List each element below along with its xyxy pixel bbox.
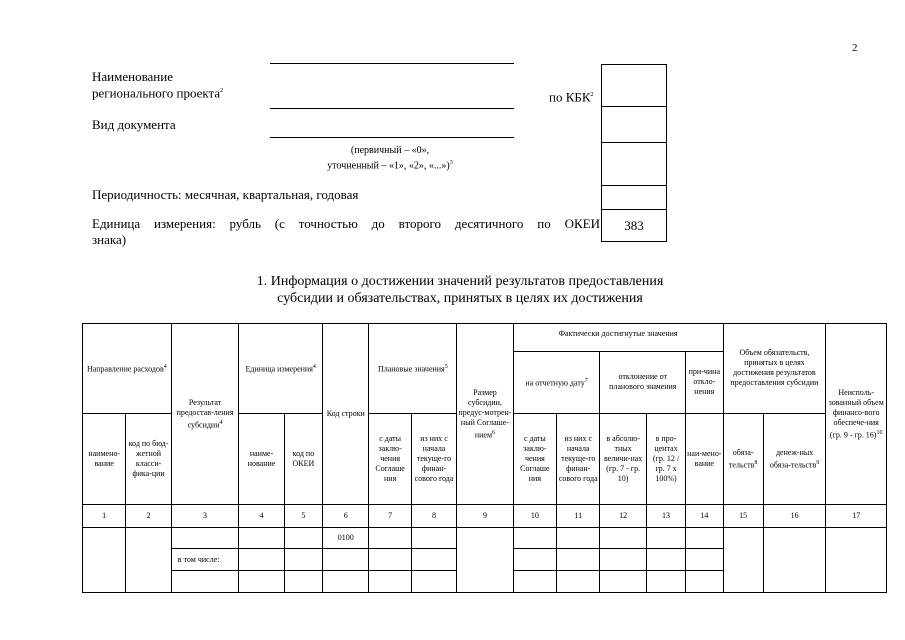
subheader-obligations [723, 413, 763, 504]
cell-okei[interactable] [284, 527, 322, 549]
cell[interactable] [323, 571, 369, 593]
col-number: 12 [600, 505, 646, 528]
cell-unused[interactable] [826, 527, 887, 592]
doc-type-note [290, 144, 490, 172]
cell[interactable] [646, 527, 685, 549]
col-number: 5 [284, 505, 322, 528]
cell[interactable] [513, 527, 556, 549]
col-number: 4 [239, 505, 284, 528]
cell[interactable] [323, 549, 369, 571]
cell-money-obligations[interactable] [763, 527, 826, 592]
col-number: 10 [513, 505, 556, 528]
cell[interactable] [557, 527, 600, 549]
cell-obligations[interactable] [723, 527, 763, 592]
header-result-text: Результат предостав-ления субсидии [176, 397, 234, 430]
col-number: 9 [457, 505, 513, 528]
header-direction-sup: 4 [163, 364, 167, 371]
cell-budget-code[interactable] [126, 527, 171, 592]
section-title-line1: 1. Информация о достижении значений результатов предоставления [256, 274, 664, 289]
header-unit-text: Единица измерения [245, 364, 313, 374]
subheader-money-text: денеж-ных обяза-тельств [769, 447, 817, 470]
col-number: 6 [323, 505, 369, 528]
cell[interactable] [369, 549, 411, 571]
doc-type-note-line2: уточненный – «1», «2», «...») [327, 160, 450, 172]
kbk-label-text: по КБК [549, 89, 591, 105]
col-number: 15 [723, 505, 763, 528]
cell[interactable] [239, 571, 284, 593]
project-label-sup: 2 [220, 88, 224, 94]
cell[interactable] [686, 549, 723, 571]
section-title-line2: субсидии и обязательствах, принятых в целях их достижения [277, 291, 643, 306]
cell[interactable] [369, 571, 411, 593]
header-result-sup: 4 [219, 419, 223, 426]
page-number: 2 [852, 42, 858, 54]
cell[interactable] [686, 571, 723, 593]
header-reason: при-чина откло-нения [686, 351, 723, 413]
project-label [92, 69, 223, 100]
kbk-sup: 2 [590, 92, 594, 98]
cell-subsidy-size[interactable] [457, 527, 513, 592]
header-subsidy-size-sup: 6 [492, 429, 496, 436]
cell[interactable] [557, 549, 600, 571]
subheader-reason-name: наи-мено-вание [686, 413, 723, 504]
header-subsidy-size-text: Размер субсидии, предус-мотрен-ный Соглаше-нием [458, 387, 512, 440]
cell[interactable] [411, 527, 456, 549]
periodicity-code-cell[interactable] [602, 186, 666, 210]
header-direction-text: Направление расходов [87, 364, 164, 374]
header-result [171, 324, 239, 505]
cell[interactable] [284, 571, 322, 593]
cell[interactable] [513, 571, 556, 593]
cell-result[interactable] [171, 527, 239, 549]
cell[interactable] [411, 549, 456, 571]
cell[interactable] [600, 549, 646, 571]
subheader-actual-from-year: из них с начала текуще-го финан-сового года [557, 413, 600, 504]
cell[interactable] [369, 527, 411, 549]
subheader-deviation-percent: в про-центах (гр. 12 / гр. 7 х 100%) [646, 413, 685, 504]
header-obligations: Объем обязательств, принятых в целях достижения результатов предоставления субсидии [723, 324, 826, 414]
col-number: 7 [369, 505, 411, 528]
header-direction [83, 324, 172, 414]
okei-code-cell[interactable]: 383 [624, 217, 644, 233]
header-actual: Фактически достигнутые значения [513, 324, 723, 352]
header-row-code: Код строки [323, 324, 369, 505]
project-code-cell[interactable] [602, 65, 666, 107]
header-unit [239, 324, 323, 414]
column-number-row [83, 505, 887, 528]
project-line[interactable] [270, 108, 514, 109]
subheader-planned-from-agreement: с даты заклю-чения Соглаше ния [369, 413, 411, 504]
cell-row-code: 0100 [323, 527, 369, 549]
cell-including: в том числе: [171, 549, 239, 571]
col-number: 14 [686, 505, 723, 528]
periodicity: Периодичность: месячная, квартальная, годовая [92, 187, 359, 202]
cell[interactable] [171, 571, 239, 593]
subheader-budget-code: код по бюд-жетной класси-фика-ции [126, 413, 171, 504]
header-reporting-date [513, 351, 600, 413]
table-row [83, 527, 887, 549]
col-number: 3 [171, 505, 239, 528]
kbk-code-cell[interactable] [602, 107, 666, 143]
project-label-line1: Наименование [92, 69, 173, 84]
cell[interactable] [284, 549, 322, 571]
cell[interactable] [646, 571, 685, 593]
header-planned-sup: 5 [444, 364, 448, 371]
subheader-actual-from-agreement: с даты заклю-чения Соглаше ния [513, 413, 556, 504]
doc-type-note-line1: (первичный – «0», [350, 145, 430, 156]
subheader-obligations-text: обяза-тельств [728, 447, 755, 470]
project-label-line2: регионального проекта [92, 85, 221, 101]
subheader-okei: код по ОКЕИ [284, 413, 322, 504]
subheader-name: наимено-вание [83, 413, 126, 504]
subheader-planned-from-year: из них с начала текуще-го финан-сового года [411, 413, 456, 504]
header-deviation: отклонение от планового значения [600, 351, 686, 413]
header-unused-text: Неисполь-зованный объем финансо-вого обеспече-ния (гр. 9 - гр. 16) [828, 387, 884, 440]
cell[interactable] [600, 527, 646, 549]
doc-type-code-cell[interactable] [602, 143, 666, 186]
cell[interactable] [686, 527, 723, 549]
cell[interactable] [513, 549, 556, 571]
col-number: 17 [826, 505, 887, 528]
doc-type-line[interactable] [270, 137, 514, 138]
subheader-deviation-abs: в абсолю-тных величи-нах (гр. 7 - гр. 10) [600, 413, 646, 504]
header-unused [826, 324, 887, 505]
project-line-top [270, 63, 514, 64]
col-number: 13 [646, 505, 685, 528]
header-unused-sup: 10 [876, 429, 883, 436]
cell-direction-name[interactable] [83, 527, 126, 592]
header-reporting-date-text: на отчетную дату [525, 378, 585, 388]
cell[interactable] [411, 571, 456, 593]
col-number: 8 [411, 505, 456, 528]
cell[interactable] [600, 571, 646, 593]
unit-line1: Единица измерения: рубль (с точностью до второго десятичного по ОКЕИ [92, 216, 600, 231]
subheader-obligations-sup: 8 [754, 459, 758, 466]
col-number: 11 [557, 505, 600, 528]
doc-type-note-sup: 3 [449, 160, 453, 166]
kbk-label [549, 88, 594, 104]
results-table [82, 323, 887, 593]
cell-unit-name[interactable] [239, 527, 284, 549]
col-number: 16 [763, 505, 826, 528]
cell[interactable] [239, 549, 284, 571]
cell[interactable] [557, 571, 600, 593]
header-unit-sup: 4 [312, 364, 316, 371]
section-title [180, 273, 740, 307]
subheader-money-sup: 9 [816, 459, 820, 466]
doc-type-label: Вид документа [92, 117, 176, 132]
code-box [601, 64, 667, 242]
subheader-unit-name: наиме-нование [239, 413, 284, 504]
header-planned-text: Плановые значения [377, 364, 445, 374]
unit-line2: знака) [92, 232, 127, 247]
col-number: 1 [83, 505, 126, 528]
cell[interactable] [646, 549, 685, 571]
header-reporting-date-sup: 7 [584, 378, 588, 385]
header-subsidy-size [457, 324, 513, 505]
header-planned [369, 324, 457, 414]
subheader-money-obligations [763, 413, 826, 504]
col-number: 2 [126, 505, 171, 528]
